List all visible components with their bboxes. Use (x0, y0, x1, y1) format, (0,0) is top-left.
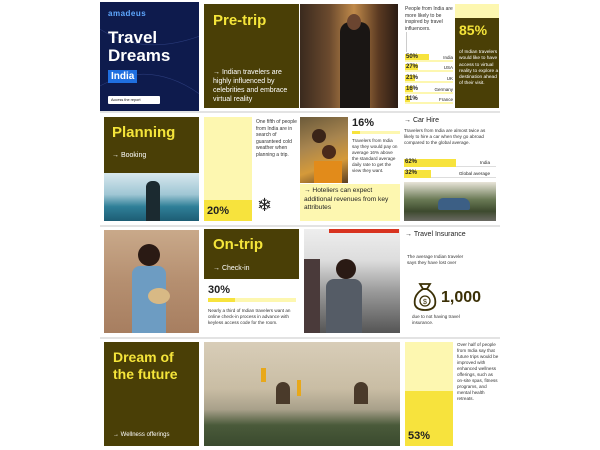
insurance-intro: The average Indian traveler says they have lost over (407, 254, 464, 265)
vr-card (455, 18, 499, 108)
photo-man-reading (300, 4, 398, 108)
divider (100, 225, 500, 227)
vr-card-top (455, 4, 499, 18)
pretrip-subtext: → Indian travelers are highly influenced by celebrities and embrace virtual reality (213, 69, 288, 103)
insurance-outro: due to not having travel insurance. (412, 314, 460, 325)
vr-stat: 85% (459, 22, 488, 38)
brand-card (100, 2, 199, 112)
photo-couple-camera (300, 117, 348, 183)
vr-text: of Indian travelers would like to have access to virtual reality to explore a destination ahead of their visit. (459, 50, 499, 87)
bar-axis (406, 32, 407, 52)
wellness-text: Over half of people from India say that future trips would be improved with enhanced wellness offerings, such as on-site spas, fitness programs, and mental health retreats. (457, 342, 499, 401)
influencer-bar-india: 50% India (406, 54, 453, 60)
checkin-stat: 30% (208, 284, 231, 296)
wellness-stat: 53% (408, 430, 431, 442)
checkin-text: Nearly a third of Indian travelers want an online check-in process in advance with keyless access code for the room. (208, 308, 291, 325)
future-subtext: → Wellness offerings (113, 432, 170, 438)
insurance-amount: 1,000 (441, 289, 482, 306)
photo-car-forest (404, 182, 496, 221)
planning-card (104, 117, 199, 173)
future-card (104, 342, 199, 446)
view-text: Travelers from India say they would pay on average 16% above the standard average daily rate to get the view they want. (352, 138, 398, 173)
brand-title-line2: Dreams (108, 46, 171, 65)
view-bar-fill (352, 131, 360, 134)
amadeus-logo: amadeus (108, 9, 147, 18)
car-bar-india: 62% India (404, 159, 496, 167)
pretrip-card (204, 4, 299, 108)
influencer-bar-uk: 21% UK (406, 75, 453, 81)
brand-title-line1: Travel (108, 28, 158, 47)
planning-subtext: → Booking (112, 152, 147, 159)
ontrip-heading: On-trip (213, 236, 263, 253)
photo-hiker-mountains (104, 173, 199, 221)
hoteliers-card (300, 184, 400, 221)
future-heading-line1: Dream of (113, 349, 174, 365)
pretrip-heading: Pre-trip (213, 12, 267, 29)
future-heading-line2: the future (113, 366, 178, 382)
divider (100, 337, 500, 339)
hoteliers-text: → Hoteliers can expect additional revenues from key attributes (304, 187, 389, 211)
svg-text:$: $ (423, 299, 427, 306)
ontrip-subtext: → Check-in (213, 265, 250, 272)
photo-stepwell (204, 342, 400, 446)
car-hire-text: Travelers from India are almost twice as likely to hire a car when they go abroad compared to the global average. (404, 128, 486, 145)
influencer-bar-france: 11% France (406, 96, 453, 102)
insurance-heading: → Travel Insurance (405, 231, 466, 238)
view-stat: 16% (352, 117, 375, 129)
snowflake-icon: ❄ (257, 195, 273, 215)
influencer-bar-usa: 27% USA (406, 64, 453, 70)
photo-airplane-cabin (304, 229, 400, 333)
car-hire-heading: → Car Hire (404, 117, 440, 124)
divider (100, 111, 500, 113)
ontrip-card (204, 229, 299, 279)
country-badge: India (108, 70, 137, 83)
money-bag-icon (412, 281, 438, 311)
weather-text: One fifth of people from India are in search of guaranteed cold weather when planning a trip. (256, 119, 297, 158)
car-bar-global: 32% Global average (404, 170, 496, 178)
influencer-bar-germany: 16% Germany (406, 86, 453, 92)
weather-stat: 20% (207, 205, 230, 217)
planning-heading: Planning (112, 124, 176, 141)
influencer-intro: People from India are more likely to be inspired by travel influencers. (405, 6, 453, 32)
checkin-bar-fill (208, 298, 235, 302)
access-report-button[interactable]: Access the report (108, 96, 160, 104)
photo-woman-hat (104, 230, 199, 333)
